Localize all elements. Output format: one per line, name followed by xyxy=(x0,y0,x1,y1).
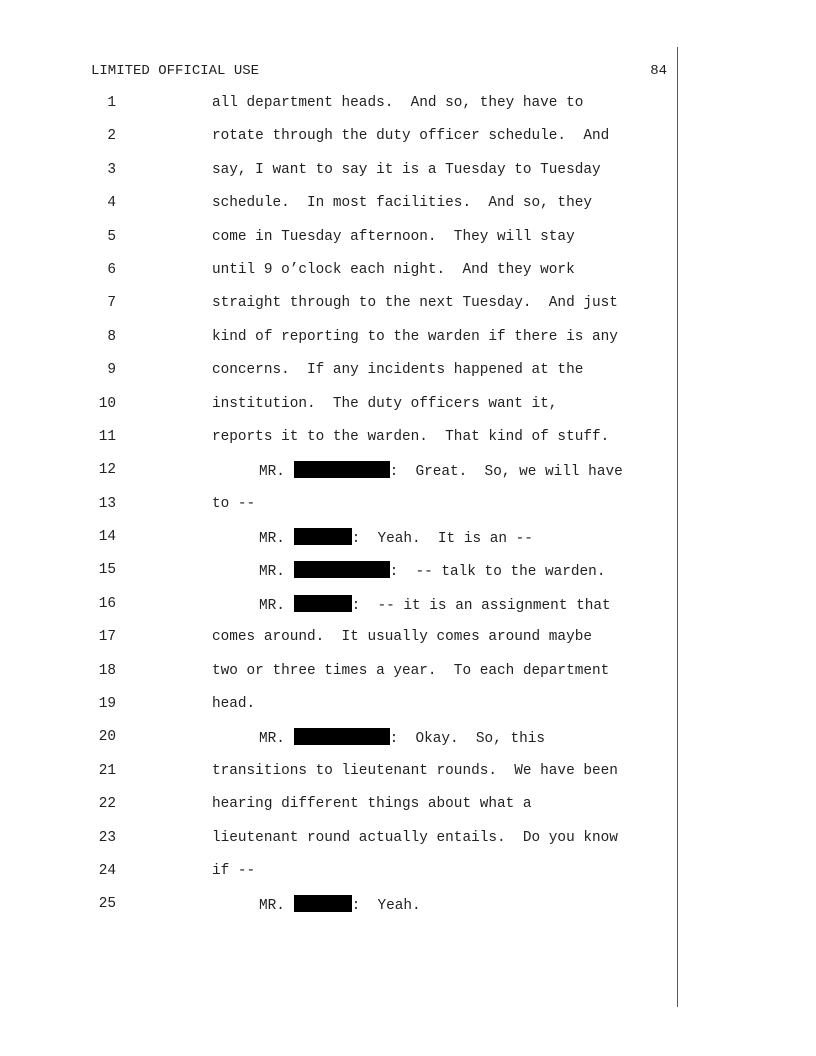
transcript-line xyxy=(0,461,677,494)
speaker-title: MR. xyxy=(259,731,285,748)
classification-header: LIMITED OFFICIAL USE xyxy=(91,63,260,79)
line-text: rotate through the duty officer schedule. And xyxy=(212,128,610,145)
line-text: : Okay. So, this xyxy=(389,731,546,748)
line-text: hearing different things about what a xyxy=(212,796,532,813)
speaker-line xyxy=(259,461,623,481)
redaction-box xyxy=(294,528,352,545)
transcript-line xyxy=(0,228,677,261)
transcript-line xyxy=(0,395,677,428)
redaction-box xyxy=(294,595,352,612)
transcript-line xyxy=(0,762,677,795)
speaker-line xyxy=(259,895,421,915)
transcript-line xyxy=(0,728,677,761)
speaker-line xyxy=(259,595,611,615)
line-text: : -- talk to the warden. xyxy=(389,564,606,581)
transcript-line xyxy=(0,161,677,194)
transcript-line xyxy=(0,561,677,594)
speaker-line xyxy=(259,561,605,581)
redaction-box xyxy=(294,561,390,578)
line-text: reports it to the warden. That kind of stuff. xyxy=(212,428,610,445)
line-number: 5 xyxy=(107,228,116,245)
transcript-line xyxy=(0,862,677,895)
line-number: 24 xyxy=(98,862,116,879)
line-text: concerns. If any incidents happened at the xyxy=(212,362,584,379)
speaker-title: MR. xyxy=(259,597,285,614)
speaker-title: MR. xyxy=(259,531,285,548)
transcript-line xyxy=(0,795,677,828)
line-text: two or three times a year. To each department xyxy=(212,662,610,679)
line-number: 17 xyxy=(98,629,116,646)
line-number: 21 xyxy=(98,762,116,779)
transcript-line xyxy=(0,194,677,227)
line-number: 9 xyxy=(107,362,116,379)
right-margin-rule xyxy=(677,47,678,1007)
line-text: : -- it is an assignment that xyxy=(351,597,611,614)
line-text: until 9 o’clock each night. And they work xyxy=(212,261,575,278)
redaction-box xyxy=(294,461,390,478)
transcript-line xyxy=(0,662,677,695)
transcript-line xyxy=(0,94,677,127)
line-text: all department heads. And so, they have to xyxy=(212,95,584,111)
transcript-line xyxy=(0,528,677,561)
line-text: to -- xyxy=(212,495,256,512)
line-text: come in Tuesday afternoon. They will stay xyxy=(212,228,575,245)
line-number: 11 xyxy=(98,428,116,445)
redaction-box xyxy=(294,895,352,912)
line-number: 8 xyxy=(107,328,116,345)
line-text: institution. The duty officers want it, xyxy=(212,395,558,412)
line-text: : Yeah. xyxy=(351,898,421,915)
line-number: 6 xyxy=(107,261,116,278)
transcript-line xyxy=(0,628,677,661)
transcript-line xyxy=(0,127,677,160)
line-number: 20 xyxy=(98,729,116,746)
line-number: 2 xyxy=(107,128,116,145)
transcript-line xyxy=(0,895,677,928)
transcript-line xyxy=(0,294,677,327)
line-number: 15 xyxy=(98,562,116,579)
line-text: : Yeah. It is an -- xyxy=(351,531,533,548)
line-number: 4 xyxy=(107,195,116,212)
line-text: lieutenant round actually entails. Do you know xyxy=(212,829,618,846)
transcript-lines xyxy=(0,94,677,929)
line-number: 18 xyxy=(98,662,116,679)
line-number: 25 xyxy=(98,896,116,913)
line-number: 12 xyxy=(98,462,116,479)
line-text: say, I want to say it is a Tuesday to Tuesday xyxy=(212,161,601,178)
speaker-title: MR. xyxy=(259,564,285,581)
line-text: transitions to lieutenant rounds. We have been xyxy=(212,762,618,779)
speaker-line xyxy=(259,728,545,748)
speaker-title: MR. xyxy=(259,464,285,481)
transcript-line xyxy=(0,428,677,461)
line-number: 1 xyxy=(107,95,116,111)
redaction-box xyxy=(294,728,390,745)
transcript-line xyxy=(0,829,677,862)
line-number: 23 xyxy=(98,829,116,846)
line-number: 16 xyxy=(98,595,116,612)
line-number: 7 xyxy=(107,295,116,312)
speaker-line xyxy=(259,528,533,548)
transcript-line xyxy=(0,328,677,361)
speaker-title: MR. xyxy=(259,898,285,915)
line-text: if -- xyxy=(212,862,256,879)
transcript-line xyxy=(0,695,677,728)
line-number: 22 xyxy=(98,796,116,813)
line-number: 3 xyxy=(107,161,116,178)
line-number: 19 xyxy=(98,696,116,713)
page-number: 84 xyxy=(650,63,667,79)
line-text: straight through to the next Tuesday. And just xyxy=(212,295,618,312)
line-text: : Great. So, we will have xyxy=(389,464,623,481)
line-text: schedule. In most facilities. And so, they xyxy=(212,195,592,212)
line-text: comes around. It usually comes around maybe xyxy=(212,629,592,646)
line-text: head. xyxy=(212,696,256,713)
line-number: 14 xyxy=(98,529,116,546)
transcript-line xyxy=(0,495,677,528)
transcript-line xyxy=(0,595,677,628)
line-number: 10 xyxy=(98,395,116,412)
transcript-line xyxy=(0,361,677,394)
transcript-line xyxy=(0,261,677,294)
line-text: kind of reporting to the warden if there is any xyxy=(212,328,618,345)
line-number: 13 xyxy=(98,495,116,512)
